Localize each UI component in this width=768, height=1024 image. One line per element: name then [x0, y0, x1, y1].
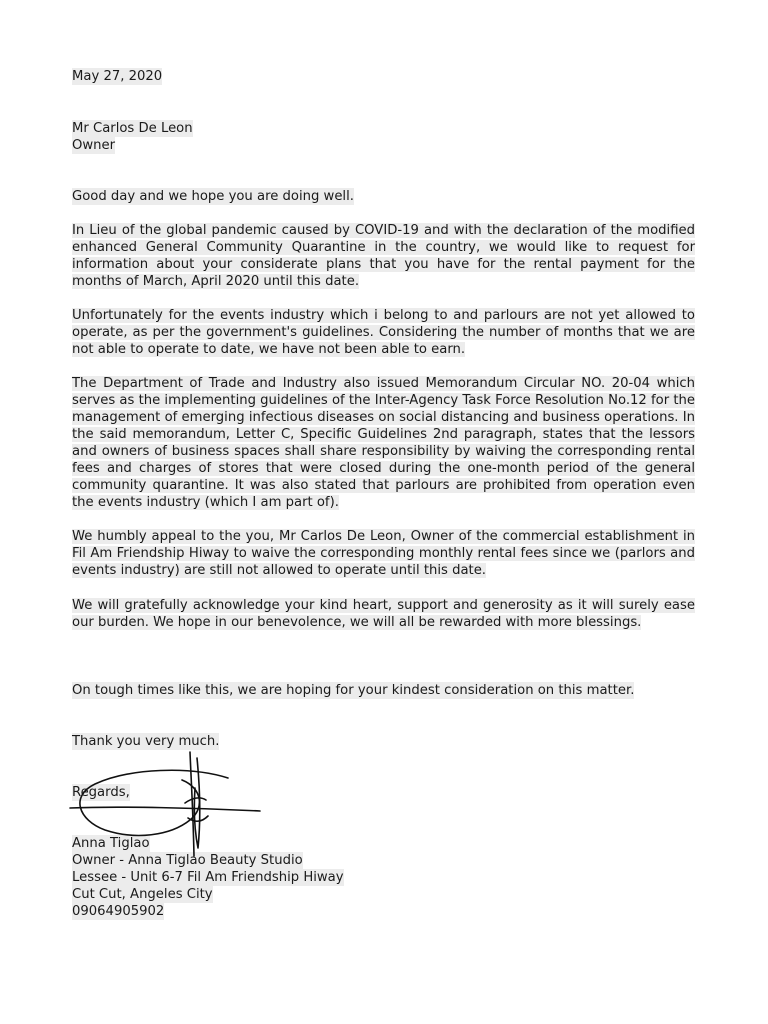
signer-address-line2: Cut Cut, Angeles City [72, 887, 213, 902]
paragraph-1: In Lieu of the global pandemic caused by COVID-19 and with the declaration of the modified enhanced General Community Quarantine in the country, we would like to request for information about your considerate plans that you have for the rental payment for the months of March, April 2020 until this date. [72, 223, 695, 289]
paragraph-3: The Department of Trade and Industry also issued Memorandum Circular NO. 20-04 which serves as the implementing guidelines of the Inter-Agency Task Force Resolution No.12 for the management of emerging infectious diseases on social distancing and business operations. In the said memorandum, Letter C, Specific Guidelines 2nd paragraph, states that the lessors and owners of business spaces shall share responsibility by waiving the corresponding rental fees and charges of stores that were closed during the one-month period of the general community quarantine. It was also stated that parlours are prohibited from operation even the events industry (which I am part of). [72, 376, 695, 510]
paragraph-4: We humbly appeal to the you, Mr Carlos De Leon, Owner of the commercial establishment in Fil Am Friendship Hiway to waive the corresponding monthly rental fees since we (parlors and events industry) are still not allowed to operate until this date. [72, 529, 695, 578]
letter-date: May 27, 2020 [72, 69, 163, 84]
signer-phone: 09064905902 [72, 904, 165, 919]
signer-name: Anna Tiglao [72, 836, 150, 851]
thanks-line: Thank you very much. [72, 734, 220, 749]
paragraph-2: Unfortunately for the events industry which i belong to and parlours are not yet allowed to operate, as per the government's guidelines. Considering the number of months that we are not able to operate to date, we have not been able to earn. [72, 308, 695, 357]
paragraph-5: We will gratefully acknowledge your kind heart, support and generosity as it will surely ease our burden. We hope in our benevolence, we will all be rewarded with more blessings. [72, 598, 695, 630]
greeting: Good day and we hope you are doing well. [72, 189, 354, 204]
recipient-name: Mr Carlos De Leon [72, 121, 193, 136]
regards-line: Regards, [72, 785, 130, 800]
signer-address-line1: Lessee - Unit 6-7 Fil Am Friendship Hiway [72, 870, 344, 885]
closing-request: On tough times like this, we are hoping for your kindest consideration on this matter. [72, 683, 635, 698]
handwritten-signature [60, 748, 280, 858]
recipient-title: Owner [72, 138, 116, 153]
signer-title: Owner - Anna Tiglao Beauty Studio [72, 853, 303, 868]
